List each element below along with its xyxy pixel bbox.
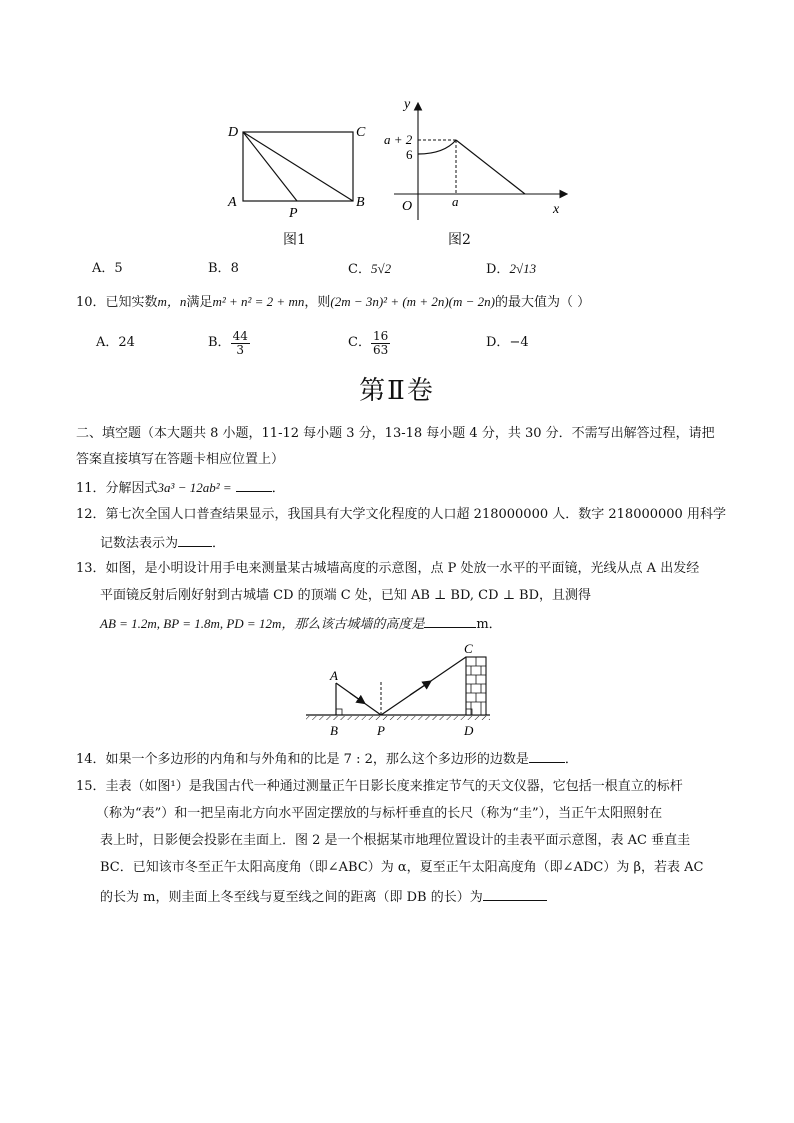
section-2-line-1: 二、填空题（本大题共 8 小题，11-12 每小题 3 分，13-18 每小题 4 分，共 30 分．不需写出解答过程，请把 bbox=[76, 426, 715, 441]
q9-option-c bbox=[348, 259, 391, 280]
answer-blank bbox=[483, 886, 547, 901]
label-a-tick: a bbox=[452, 194, 459, 209]
q15-line-4: BC．已知该市冬至正午太阳高度角（即∠ABC）为 α，夏至正午太阳高度角（即∠ADC）为 β，若表 AC bbox=[100, 860, 704, 875]
option-text: −4 bbox=[509, 335, 529, 350]
q13-line-3 bbox=[100, 613, 502, 635]
label-d: D bbox=[228, 125, 239, 140]
label-c: C bbox=[356, 125, 366, 140]
q14-text: 14．如果一个多边形的内角和与外角和的比是 7 : 2，那么这个多边形的边数是 bbox=[76, 752, 529, 767]
q14-suffix: ． bbox=[564, 752, 578, 767]
q9-option-b bbox=[208, 259, 239, 279]
option-label: D． bbox=[486, 335, 510, 350]
q15-line-5-text: 的长为 m，则圭面上冬至线与夏至线之间的距离（即 DB 的长）为 bbox=[100, 890, 483, 905]
option-label: C． bbox=[348, 262, 371, 277]
figure-1-rectangle bbox=[222, 118, 372, 223]
segment-dp bbox=[243, 132, 297, 201]
q15-line-5 bbox=[100, 886, 547, 908]
q14 bbox=[76, 748, 578, 770]
option-text: 5 bbox=[114, 261, 123, 276]
q10-option-b bbox=[208, 326, 250, 360]
q11-expression: 3a³ − 12ab² = bbox=[157, 480, 232, 495]
q13-line-2: 平面镜反射后刚好射到古城墙 CD 的顶端 C 处，已知 AB ⊥ BD, CD ⊥ BD，且测得 bbox=[100, 588, 592, 603]
answer-blank bbox=[529, 748, 565, 763]
q13-line-3-text: AB = 1.2m, BP = 1.8m, PD = 12m，那么该古城墙的高度是 bbox=[100, 616, 425, 631]
label-y: y bbox=[404, 97, 411, 112]
q11 bbox=[76, 477, 285, 499]
line-segment bbox=[456, 140, 525, 194]
option-label: D． bbox=[486, 262, 510, 277]
q11-suffix: ． bbox=[271, 481, 285, 496]
q10-prefix: 10．已知实数 bbox=[76, 295, 158, 310]
figure-2-caption: 图2 bbox=[448, 232, 471, 248]
q12-line-1: 12．第七次全国人口普查结果显示，我国具有大学文化程度的人口超 218000000 人．数字 218000000 用科学 bbox=[76, 507, 726, 522]
label-b: B bbox=[356, 195, 365, 210]
label-o: O bbox=[402, 199, 413, 214]
label-x: x bbox=[553, 202, 560, 217]
figure-1-caption: 图1 bbox=[283, 232, 306, 248]
ground-hatch bbox=[306, 716, 490, 720]
q10-stem bbox=[76, 292, 590, 313]
q10-option-a bbox=[96, 333, 135, 353]
q12-line-2 bbox=[100, 532, 225, 554]
figure-3-wall-mirror bbox=[300, 640, 500, 740]
q15-line-1: 15．圭表（如图¹）是我国古代一种通过测量正午日影长度来推定节气的天文仪器，它包括一根直立的标杆 bbox=[76, 779, 683, 794]
section-2-line-2: 答案直接填写在答题卡相应位置上） bbox=[76, 452, 285, 467]
option-label: B． bbox=[208, 261, 231, 276]
q10-condition: m² + n² = 2 + mn bbox=[212, 294, 305, 309]
q12-line-2-text: 记数法表示为 bbox=[100, 536, 179, 551]
option-text: 8 bbox=[230, 261, 239, 276]
q10-option-d bbox=[486, 333, 529, 353]
answer-blank bbox=[178, 532, 212, 547]
part-2-title: 第Ⅱ卷 bbox=[359, 376, 435, 406]
right-angle-b bbox=[336, 709, 342, 715]
q9-option-a bbox=[92, 259, 123, 279]
q10-mid: 满足 bbox=[186, 295, 213, 310]
q13-line-1: 13．如图，是小明设计用手电来测量某古城墙高度的示意图，点 P 处放一水平的平面镜，光线从点 A 出发经 bbox=[76, 561, 700, 576]
option-label: B． bbox=[208, 335, 231, 350]
answer-blank bbox=[236, 477, 272, 492]
fraction bbox=[231, 330, 250, 357]
label-a-plus-2: a + 2 bbox=[384, 132, 413, 147]
label-p: P bbox=[377, 723, 385, 738]
q15-line-2: （称为“表”）和一把呈南北方向水平固定摆放的与标杆垂直的长尺（称为“圭”），当正午太阳照射在 bbox=[96, 806, 663, 821]
answer-blank bbox=[424, 613, 476, 628]
numerator: 16 bbox=[372, 328, 389, 343]
q10-suffix: 的最大值为（ ） bbox=[495, 295, 591, 310]
q9-option-d bbox=[486, 259, 536, 280]
q15-line-3: 表上时，日影便会投影在圭面上．图 2 是一个根据某市地理位置设计的圭表平面示意图，表 AC 垂直圭 bbox=[100, 833, 691, 848]
curve-segment bbox=[418, 140, 456, 154]
option-label: A． bbox=[96, 335, 119, 350]
q12-suffix: ． bbox=[212, 536, 226, 551]
arrow-reflected bbox=[410, 683, 428, 695]
label-c: C bbox=[464, 641, 473, 656]
denominator: 3 bbox=[236, 342, 245, 357]
option-text: 5√2 bbox=[370, 261, 392, 276]
label-a: A bbox=[228, 195, 237, 210]
arrow-incident bbox=[350, 693, 362, 702]
label-d: D bbox=[464, 723, 474, 738]
option-label: C． bbox=[348, 335, 371, 350]
q10-vars: m，n bbox=[157, 294, 187, 309]
numerator: 44 bbox=[232, 328, 248, 343]
option-label: A． bbox=[92, 261, 115, 276]
label-b: B bbox=[330, 723, 338, 738]
label-p: P bbox=[289, 206, 298, 221]
label-a: A bbox=[330, 668, 338, 683]
label-six: 6 bbox=[406, 147, 413, 162]
option-text: 2√13 bbox=[509, 261, 537, 276]
q10-option-c bbox=[348, 326, 390, 360]
q13-suffix: m． bbox=[476, 617, 502, 632]
denominator: 63 bbox=[372, 342, 389, 357]
segment-db bbox=[243, 132, 353, 201]
q10-expression: (2m − 3n)² + (m + 2n)(m − 2n) bbox=[330, 294, 495, 309]
q10-then: ，则 bbox=[304, 295, 331, 310]
option-text: 24 bbox=[118, 335, 135, 350]
fraction bbox=[371, 330, 390, 357]
figure-2-graph bbox=[380, 92, 575, 227]
q11-prefix: 11．分解因式 bbox=[76, 481, 158, 496]
